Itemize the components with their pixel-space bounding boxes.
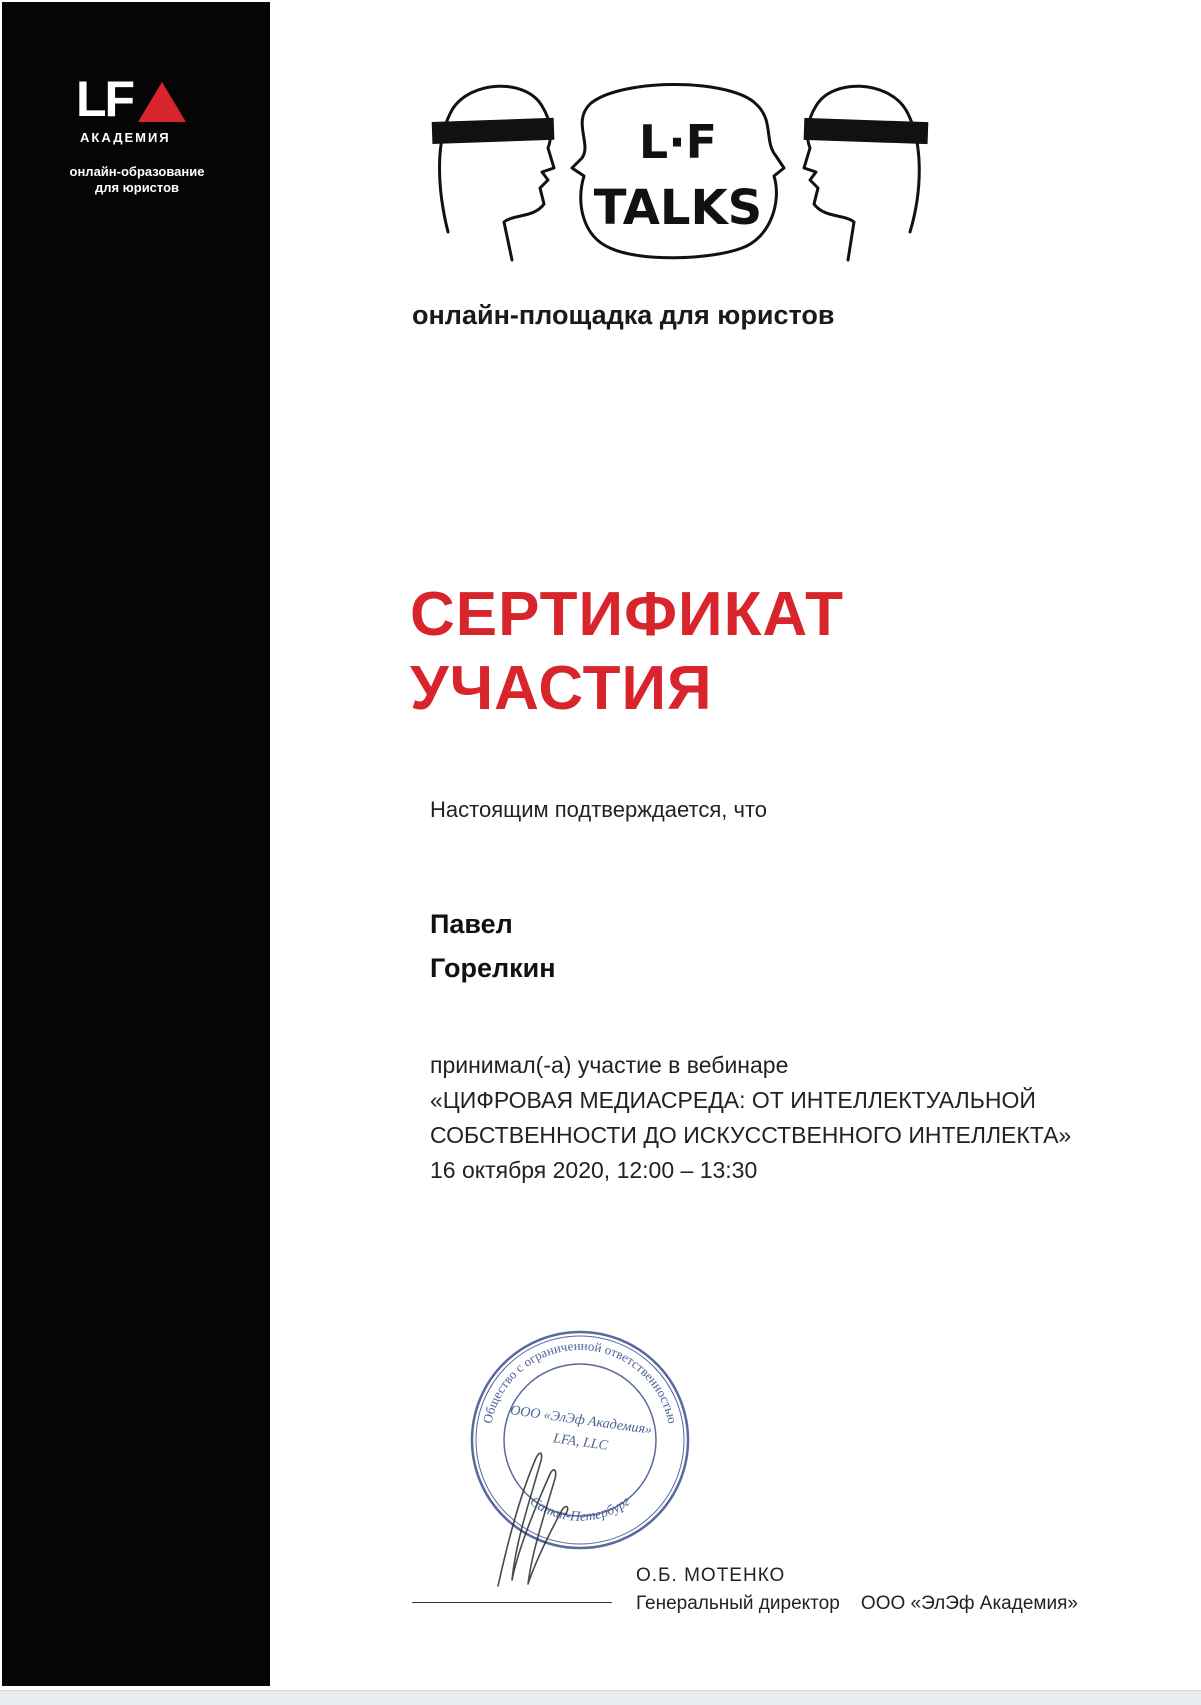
- stamp-city: Санкт-Петербург: [526, 1494, 634, 1525]
- signatory-block: [636, 1562, 1078, 1618]
- handwritten-signature: [478, 1440, 588, 1590]
- participant-first-name: Павел: [430, 909, 513, 939]
- confirmation-text: Настоящим подтверждается, что: [430, 797, 768, 822]
- tagline-line-1: онлайн-образование: [69, 164, 205, 179]
- stamp-company-en: LFA, LLC: [552, 1431, 609, 1454]
- lfa-academy-label: АКАДЕМИЯ: [80, 130, 171, 145]
- signatory-organization: ООО «ЭлЭф Академия»: [860, 1593, 1078, 1614]
- webinar-details: [430, 1048, 1071, 1188]
- platform-subtitle: онлайн-площадка для юристов: [412, 300, 835, 330]
- lfa-logo-letters: LF: [76, 71, 134, 127]
- webinar-title-line-2: СОБСТВЕННОСТИ ДО ИСКУССТВЕННОГО ИНТЕЛЛЕКТА»: [430, 1122, 1072, 1148]
- participant-last-name: Горелкин: [430, 953, 556, 983]
- talks-logo-line-1: L·F: [638, 115, 718, 169]
- certificate-title-line-1: СЕРТИФИКАТ: [410, 580, 844, 649]
- signatory-position: Генеральный директор: [636, 1593, 840, 1614]
- signatory-name: О.Б. МОТЕНКО: [636, 1565, 786, 1586]
- certificate-title-line-2: УЧАСТИЯ: [410, 654, 713, 723]
- talks-logo-line-2: TALKS: [593, 180, 763, 236]
- participation-text: принимал(-а) участие в вебинаре: [430, 1052, 789, 1078]
- signature-line: [412, 1602, 612, 1603]
- sidebar-tagline: [32, 164, 242, 196]
- lfa-academy-logo: [76, 71, 196, 146]
- right-head-icon: [804, 86, 929, 260]
- webinar-title-line-1: «ЦИФРОВАЯ МЕДИАСРЕДА: ОТ ИНТЕЛЛЕКТУАЛЬНОЙ: [430, 1087, 1036, 1113]
- stamp-outer-text: Общество с ограниченной ответственностью: [479, 1337, 681, 1425]
- signatory-title: [636, 1590, 1078, 1618]
- red-triangle-icon: [136, 80, 188, 124]
- left-head-icon: [432, 86, 555, 260]
- sidebar-band: [2, 2, 270, 1686]
- certificate-title: [410, 578, 844, 726]
- webinar-date-time: 16 октября 2020, 12:00 – 13:30: [430, 1157, 758, 1183]
- lf-talks-logo: [430, 72, 930, 282]
- bottom-edge-strip: [0, 1690, 1201, 1705]
- tagline-line-2: для юристов: [94, 180, 180, 195]
- participant-name: [430, 902, 556, 990]
- stamp-company: ООО «ЭлЭф Академия»: [509, 1403, 653, 1438]
